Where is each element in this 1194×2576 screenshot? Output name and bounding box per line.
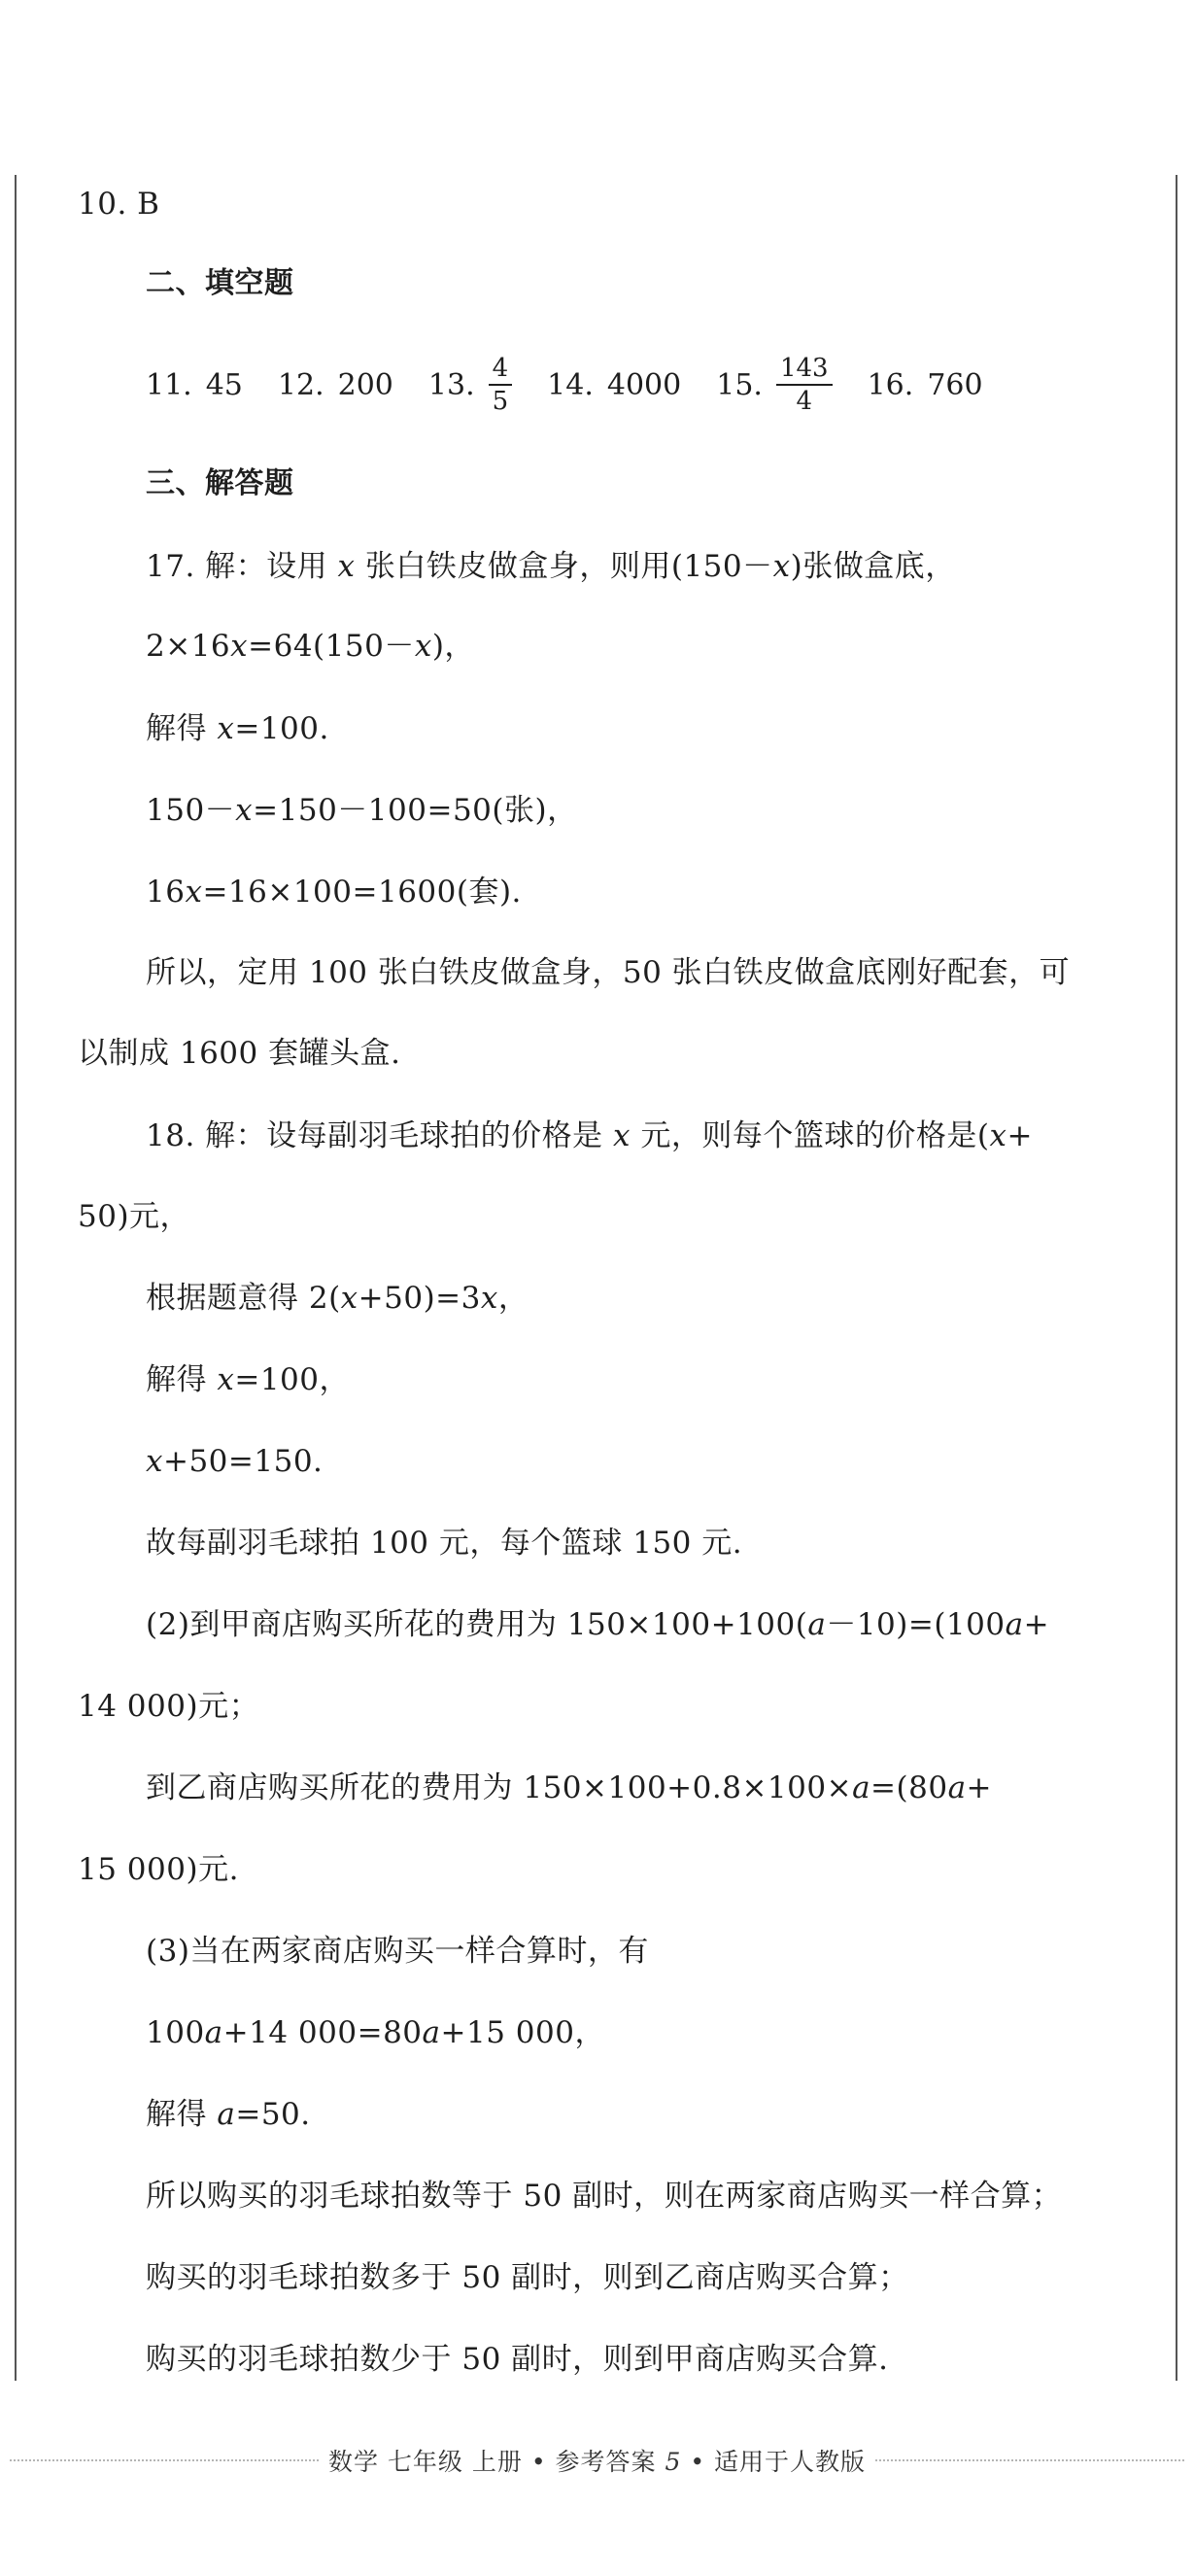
denominator: 4 bbox=[796, 387, 813, 416]
answer-value: 200 bbox=[337, 367, 393, 402]
denominator: 5 bbox=[492, 387, 509, 416]
q18-line-10: 15 000)元. bbox=[78, 1852, 239, 1887]
q18-line-5: x+50=150. bbox=[146, 1444, 324, 1479]
fill-in-answers-row bbox=[146, 346, 1018, 424]
q18-line-14: 所以购买的羽毛球拍数等于 50 副时，则在两家商店购买一样合算； bbox=[146, 2179, 1063, 2214]
q18-line-8: 14 000)元； bbox=[78, 1689, 260, 1724]
answer-q13 bbox=[428, 355, 512, 415]
q17-line-1: 17. 解：设用 x 张白铁皮做盒身，则用(150－x)张做盒底， bbox=[146, 549, 956, 584]
q18-line-11: (3)当在两家商店购买一样合算时，有 bbox=[146, 1934, 649, 1969]
q18-line-9: 到乙商店购买所花的费用为 150×100+0.8×100×a=(80a+ bbox=[146, 1770, 993, 1805]
answer-value: 760 bbox=[927, 367, 983, 402]
answer-q11 bbox=[146, 368, 243, 402]
q18-line-2: 50)元， bbox=[78, 1199, 191, 1234]
left-margin-rule bbox=[15, 175, 17, 2381]
footer-text: 数学 七年级 上册 • 参考答案 5 • 适用于人教版 bbox=[327, 2448, 867, 2476]
answer-q12 bbox=[278, 368, 393, 402]
answer-value: 45 bbox=[205, 367, 243, 402]
right-margin-rule bbox=[1176, 175, 1177, 2381]
answer-q10: 10. B bbox=[78, 187, 160, 222]
q17-line-6: 所以，定用 100 张白铁皮做盒身，50 张白铁皮做盒底刚好配套，可 bbox=[146, 955, 1071, 990]
answer-q16 bbox=[868, 368, 983, 402]
q17-line-4: 150－x=150－100=50(张)， bbox=[146, 793, 578, 828]
numerator: 143 bbox=[776, 355, 833, 386]
q17-line-2: 2×16x=64(150－x)， bbox=[146, 629, 475, 664]
footer-dotted-rule-left bbox=[10, 2459, 319, 2461]
section-fill-in-heading: 二、填空题 bbox=[146, 266, 294, 300]
answer-value: 4000 bbox=[606, 367, 682, 402]
question-number: 12. bbox=[277, 367, 324, 402]
q18-line-16: 购买的羽毛球拍数少于 50 副时，则到甲商店购买合算. bbox=[146, 2342, 889, 2377]
q18-line-3: 根据题意得 2(x+50)=3x， bbox=[146, 1281, 529, 1316]
page-number: 5 bbox=[665, 2448, 682, 2476]
q17-line-3: 解得 x=100. bbox=[146, 711, 329, 746]
question-number: 15. bbox=[716, 367, 763, 402]
q18-line-12: 100a+14 000=80a+15 000， bbox=[146, 2015, 605, 2050]
q18-line-15: 购买的羽毛球拍数多于 50 副时，则到乙商店购买合算； bbox=[146, 2260, 909, 2295]
q17-line-5: 16x=16×100=1600(套). bbox=[146, 875, 522, 910]
q18-line-13: 解得 a=50. bbox=[146, 2097, 311, 2132]
fraction bbox=[776, 355, 833, 415]
fraction bbox=[489, 355, 513, 415]
footer-dotted-rule-right bbox=[875, 2459, 1184, 2461]
section-solution-heading: 三、解答题 bbox=[146, 466, 294, 500]
q18-line-7: (2)到甲商店购买所花的费用为 150×100+100(a－10)=(100a+ bbox=[146, 1607, 1050, 1642]
question-number: 16. bbox=[867, 367, 914, 402]
q18-line-4: 解得 x=100， bbox=[146, 1362, 350, 1397]
q18-line-6: 故每副羽毛球拍 100 元，每个篮球 150 元. bbox=[146, 1526, 743, 1561]
q18-line-1: 18. 解：设每副羽毛球拍的价格是 x 元，则每个篮球的价格是(x+ bbox=[146, 1118, 1033, 1153]
question-number: 11. bbox=[146, 367, 192, 402]
page-footer bbox=[0, 2441, 1194, 2480]
q17-line-7: 以制成 1600 套罐头盒. bbox=[78, 1036, 401, 1071]
numerator: 4 bbox=[489, 355, 513, 386]
answer-q14 bbox=[547, 368, 681, 402]
question-number: 14. bbox=[547, 367, 594, 402]
question-number: 13. bbox=[427, 367, 475, 402]
answer-q15 bbox=[716, 355, 832, 415]
